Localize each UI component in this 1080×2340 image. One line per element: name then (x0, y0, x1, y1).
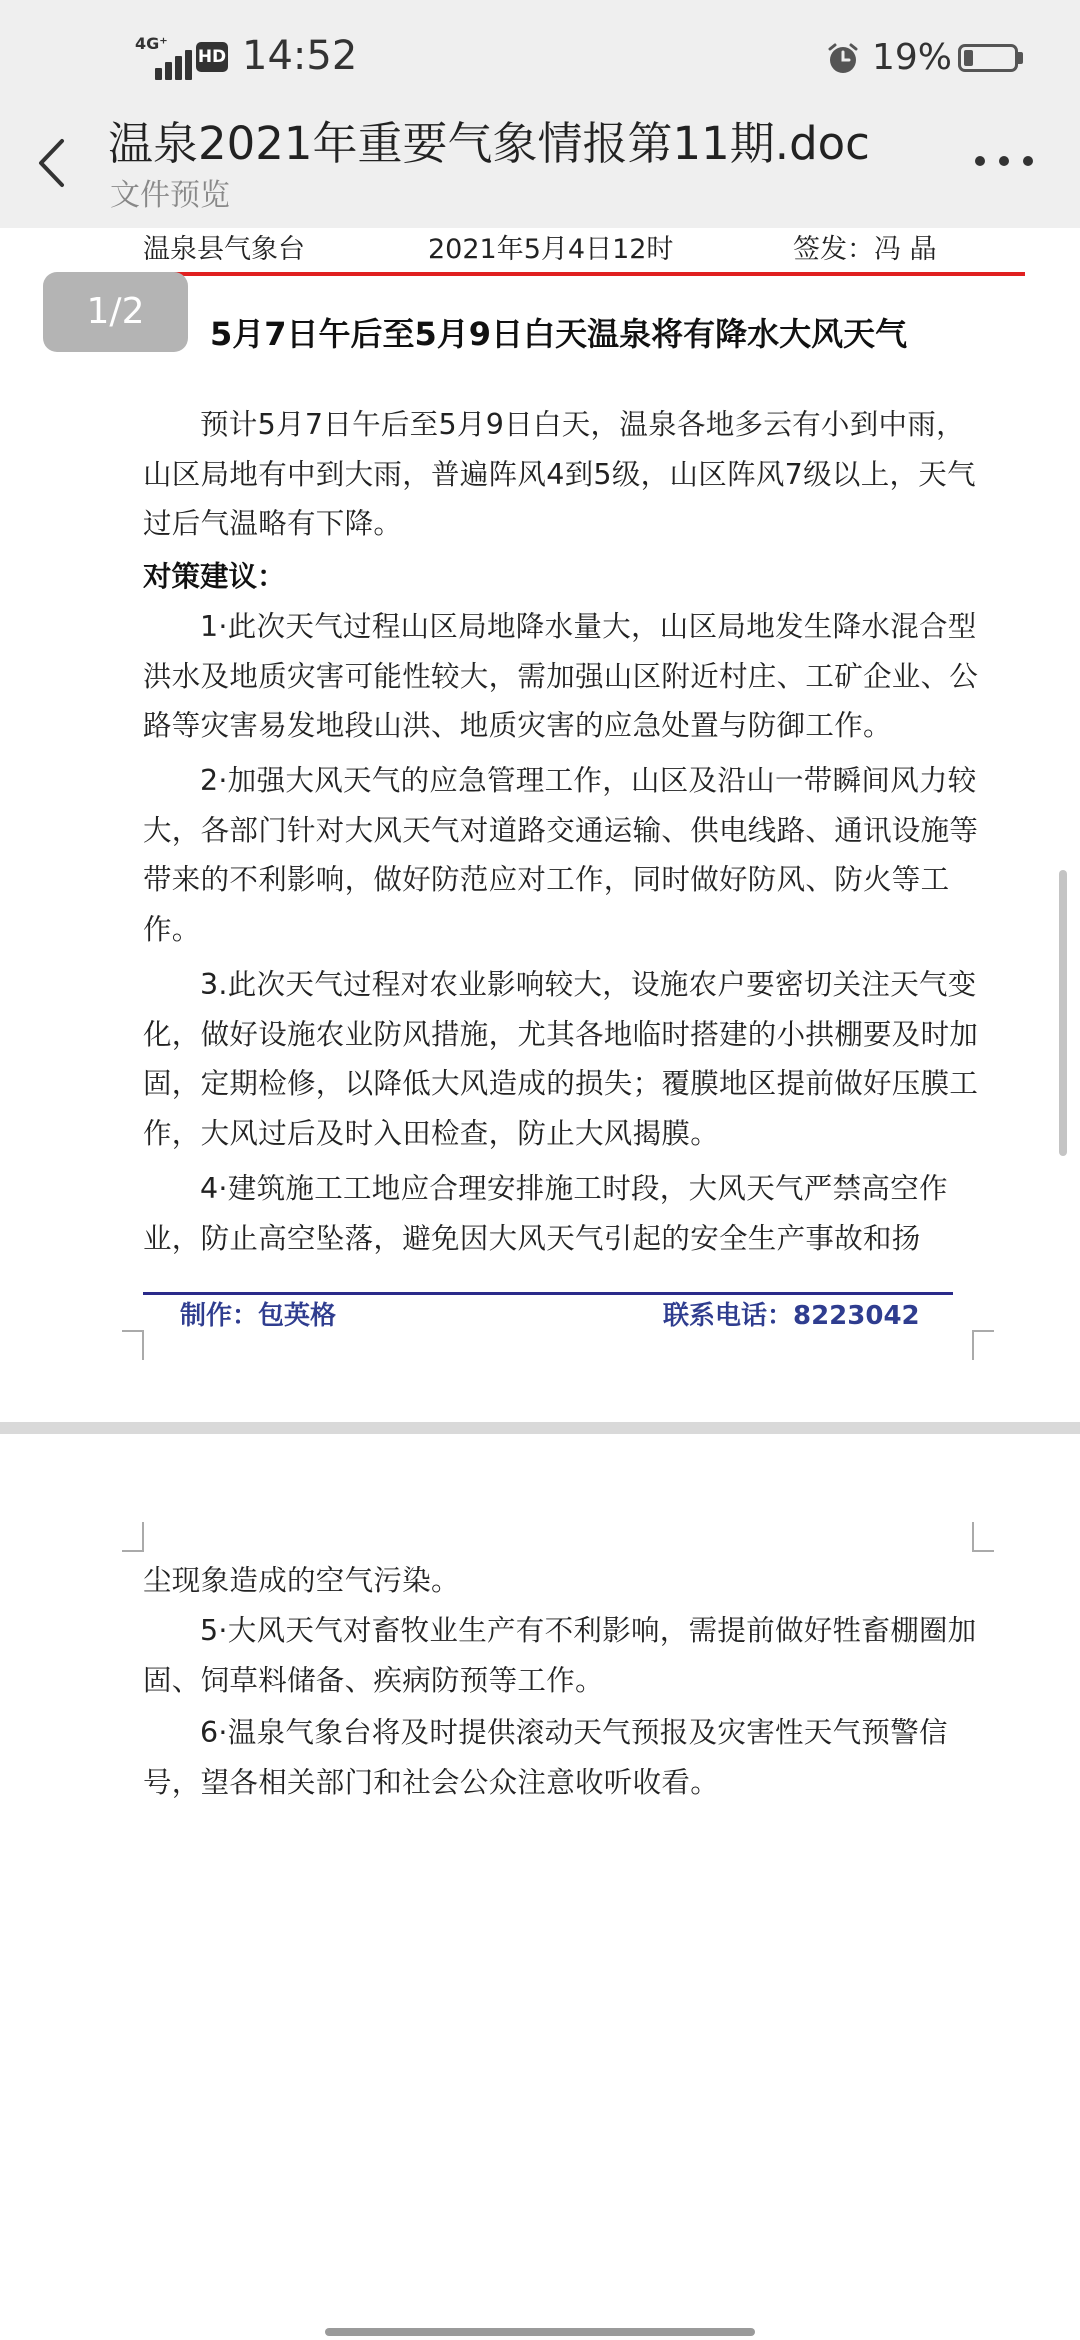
network-label: 4G⁺ (135, 34, 168, 53)
measure-item-6: 6·温泉气象台将及时提供滚动天气预报及灾害性天气预警信号，望各相关部门和社会公众注意收听收看。 (143, 1716, 948, 1799)
measure-item-5: 5·大风天气对畜牧业生产有不利影响，需提前做好牲畜棚圈加固、饲草料储备、疾病防预等工作。 (143, 1614, 977, 1697)
chevron-left-icon[interactable] (36, 138, 66, 188)
intro-paragraph: 预计5月7日午后至5月9日白天，温泉各地多云有小到中雨，山区局地有中到大雨，普遍阵风4到5级，山区阵风7级以上，天气过后气温略有下降。 (143, 408, 976, 540)
measure-item-4-part2: 尘现象造成的空气污染。 (143, 1564, 460, 1597)
battery-icon (958, 44, 1018, 72)
scrollbar[interactable] (1059, 870, 1067, 1156)
crop-mark (122, 1522, 144, 1552)
header-divider (142, 272, 1025, 276)
measure-item-1: 1·此次天气过程山区局地降水量大，山区局地发生降水混合型洪水及地质灾害可能性较大，需加强山区附近村庄、工矿企业、公路等灾害易发地段山洪、地质灾害的应急处置与防御工作。 (143, 610, 979, 742)
page-separator (0, 1422, 1080, 1434)
document-subtitle: 文件预览 (110, 178, 230, 213)
issue-date: 2021年5月4日12时 (428, 234, 674, 265)
measure-item-4-part1: 4·建筑施工工地应合理安排施工时段，大风天气严禁高空作业，防止高空坠落，避免因大风天气引起的安全生产事故和扬 (143, 1172, 948, 1255)
alarm-icon (826, 42, 860, 76)
measures-label: 对策建议： (143, 560, 286, 593)
document-heading: 5月7日午后至5月9日白天温泉将有降水大风天气 (210, 315, 908, 353)
measure-item-2: 2·加强大风天气的应急管理工作，山区及沿山一带瞬间风力较大，各部门针对大风天气对道路交通运输、供电线路、通讯设施等带来的不利影响，做好防范应对工作，同时做好防风、防火等工作。 (143, 764, 979, 946)
footer-divider (143, 1292, 953, 1295)
crop-mark (972, 1330, 994, 1360)
battery-percent: 19% (872, 37, 953, 78)
battery-tip (1018, 52, 1023, 64)
issuer: 温泉县气象台 (143, 234, 305, 265)
measure-item-3: 3.此次天气过程对农业影响较大，设施农户要密切关注天气变化，做好设施农业防风措施，尤其各地临时搭建的小拱棚要及时加固，定期检修，以降低大风造成的损失；覆膜地区提前做好压膜工作，大风过后及时入田检查，防止大风揭膜。 (143, 968, 979, 1150)
crop-mark (972, 1522, 994, 1552)
battery-level (964, 50, 973, 66)
document-title: 温泉2021年重要气象情报第11期.doc (108, 117, 870, 170)
footer-author: 制作：包英格 (180, 1301, 337, 1331)
home-indicator[interactable] (325, 2328, 755, 2336)
status-time: 14:52 (242, 33, 358, 79)
signer: 签发：冯 晶 (793, 234, 937, 265)
crop-mark (122, 1330, 144, 1360)
more-horizontal-icon[interactable] (975, 156, 1035, 170)
page-indicator: 1/2 (43, 272, 188, 352)
hd-icon: HD (196, 42, 228, 72)
footer-phone: 联系电话：8223042 (663, 1301, 920, 1331)
